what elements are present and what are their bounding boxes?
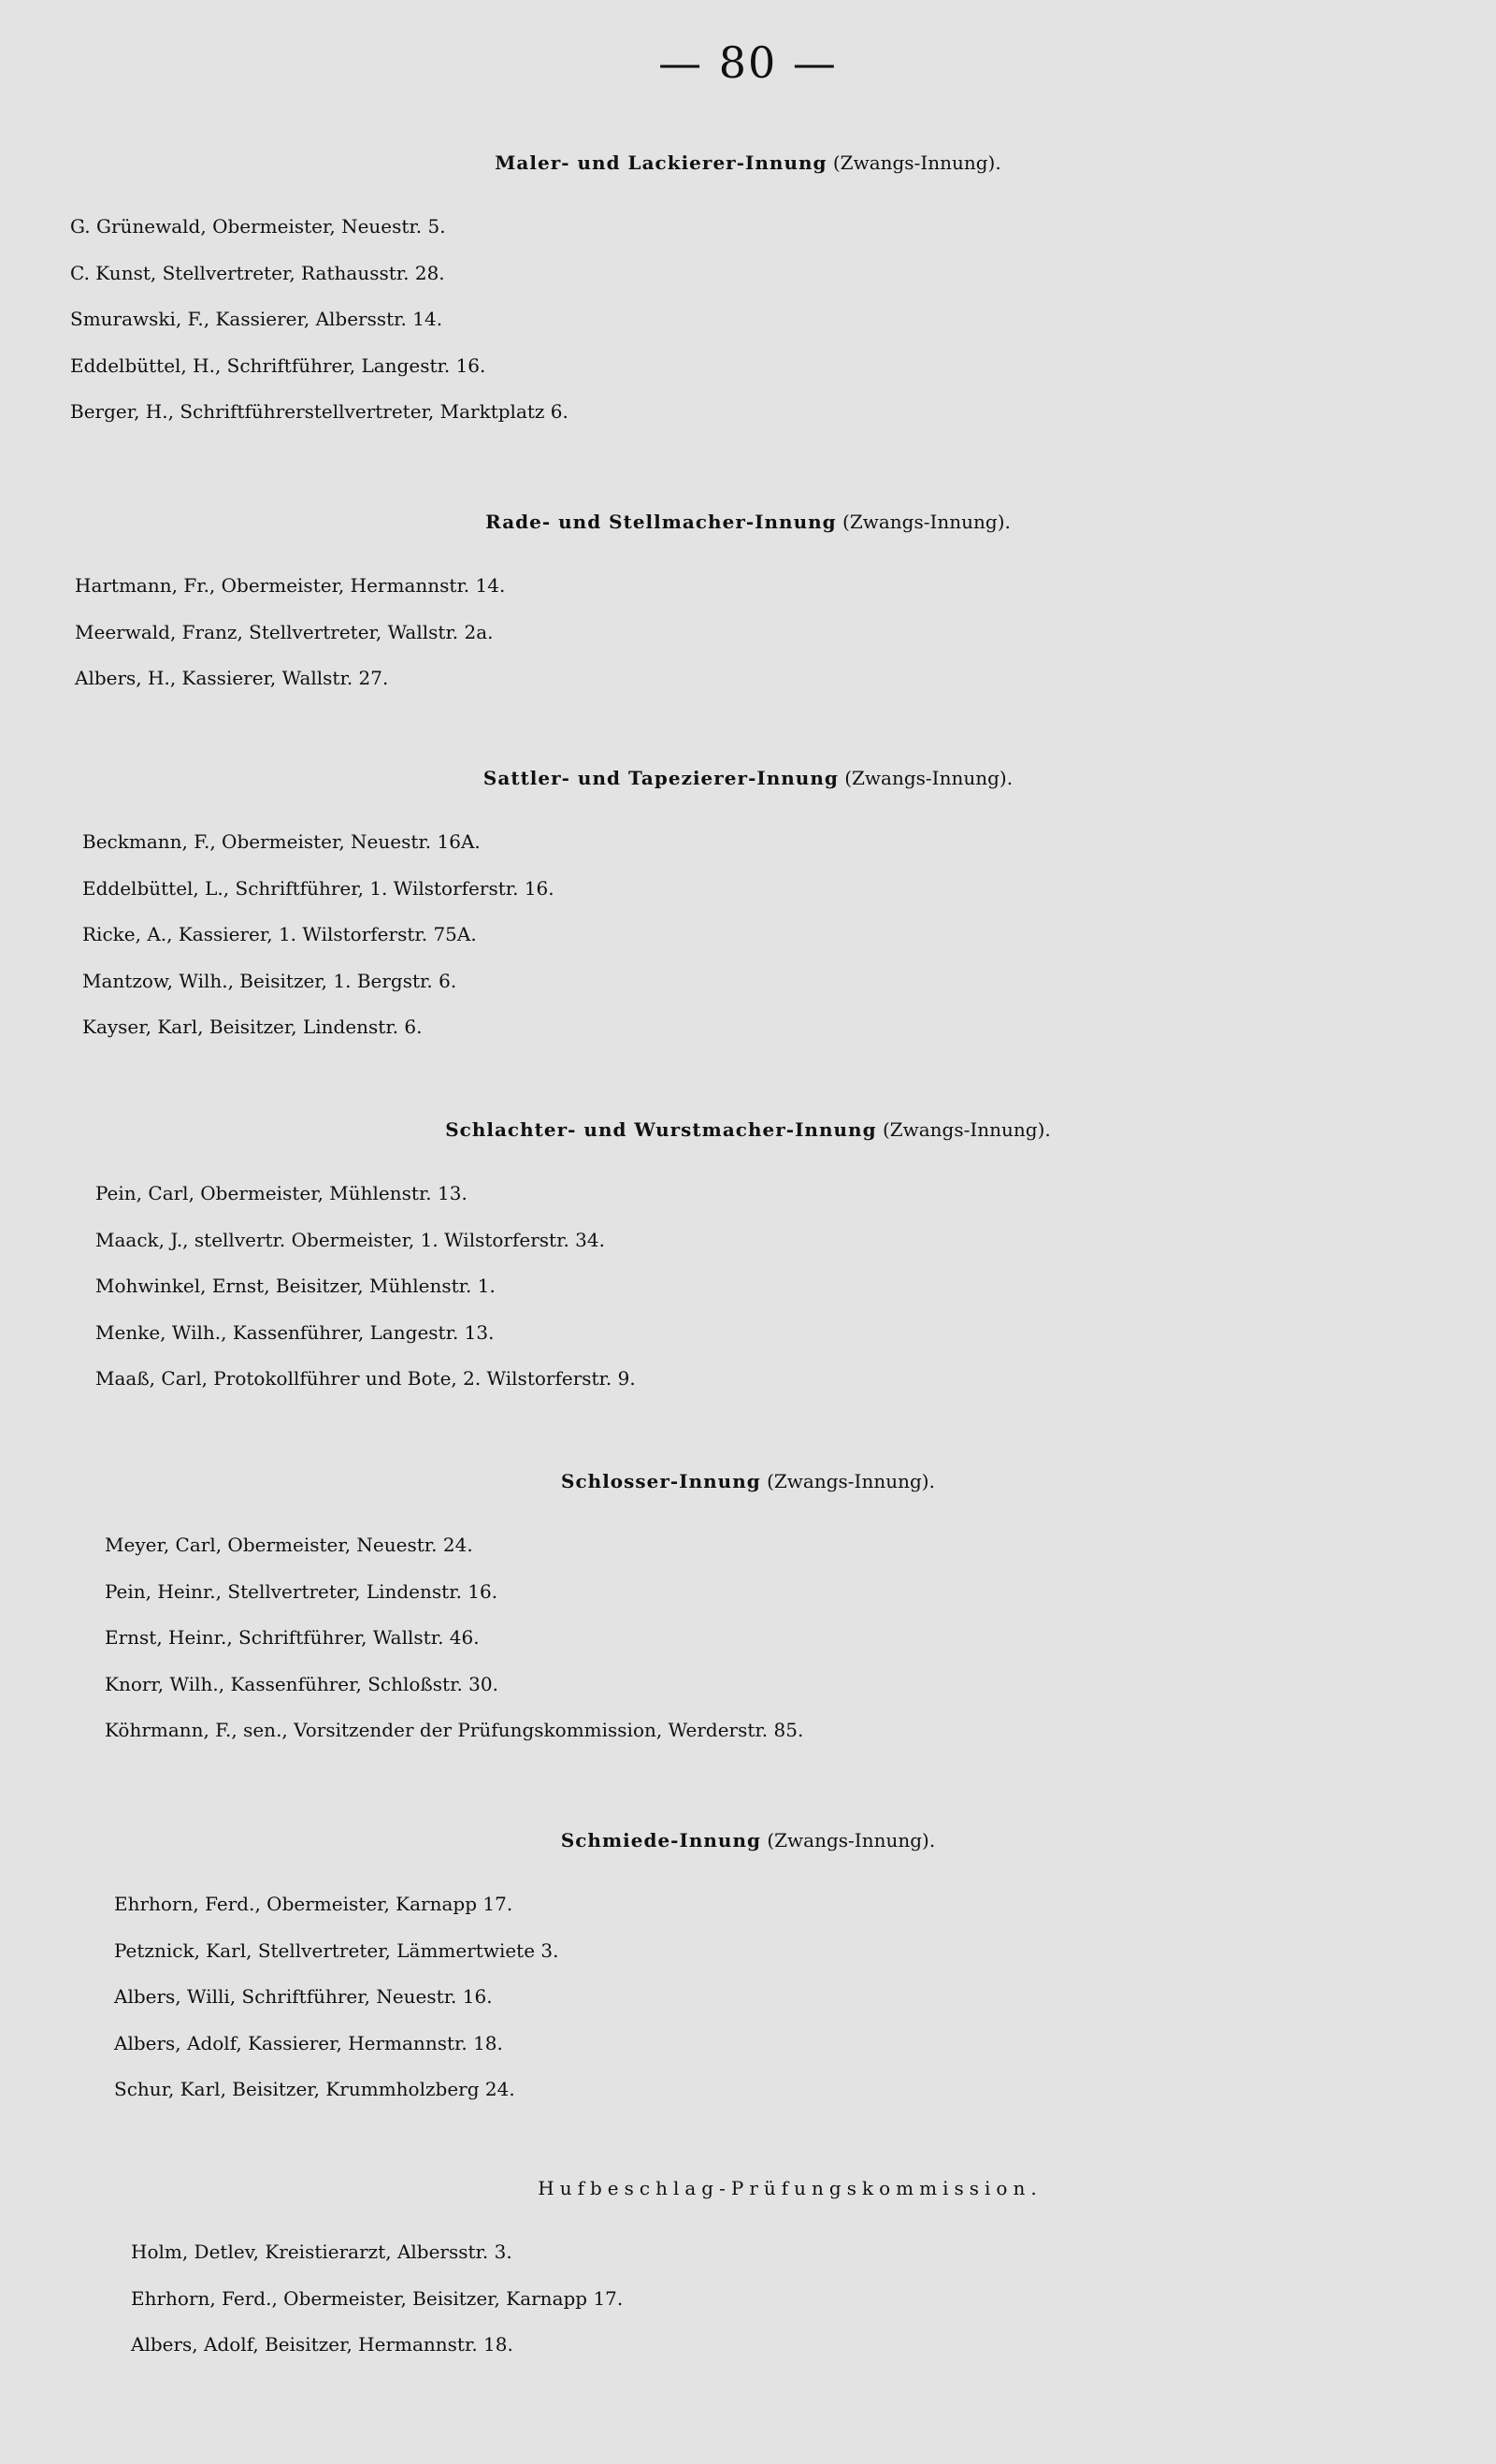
section-schlachter-wurstmacher (0, 1103, 1496, 1403)
list-item: Eddelbüttel, L., Schriftführer, 1. Wilstorferstr. 16. (82, 876, 554, 900)
section-title: Schlosser-Innung (561, 1470, 761, 1492)
list-item: Meyer, Carl, Obermeister, Neuestr. 24. (105, 1534, 473, 1556)
section-note: (Zwangs-Innung). (767, 1470, 935, 1492)
list-item: Maaß, Carl, Protokollführer und Bote, 2. Wilstorferstr. 9. (95, 1367, 636, 1390)
list-item: G. Grünewald, Obermeister, Neuestr. 5. (70, 215, 446, 238)
section-note: (Zwangs-Innung). (844, 767, 1014, 789)
list-item: Pein, Carl, Obermeister, Mühlenstr. 13. (95, 1182, 468, 1204)
list-item: Ehrhorn, Ferd., Obermeister, Beisitzer, Karnapp 17. (131, 2286, 624, 2310)
section-hufbeschlag (0, 2162, 1496, 2369)
section-title: Schmiede-Innung (560, 1829, 761, 1852)
section-title: Hufbeschlag-Prüfungskommission. (538, 2177, 1043, 2199)
section-rade-stellmacher (0, 496, 1496, 702)
section-schlosser (0, 1455, 1496, 1754)
list-item: Ricke, A., Kassierer, 1. Wilstorferstr. 75A. (82, 923, 477, 945)
list-item: Köhrmann, F., sen., Vorsitzender der Prüfungskommission, Werderstr. 85. (105, 1719, 804, 1741)
entry-list (0, 2229, 1496, 2369)
list-item: Holm, Detlev, Kreistierarzt, Albersstr. 3. (131, 2241, 512, 2263)
list-item: Mantzow, Wilh., Beisitzer, 1. Bergstr. 6. (82, 969, 457, 992)
page-number: — 80 — (658, 37, 838, 88)
entry-list (0, 1881, 1496, 2113)
section-heading (0, 1103, 1496, 1156)
section-schmiede (0, 1814, 1496, 2113)
list-item: Petznick, Karl, Stellvertreter, Lämmertwiete 3. (114, 1938, 559, 1962)
section-heading (0, 137, 1496, 189)
list-item: Schur, Karl, Beisitzer, Krummholzberg 24. (114, 2078, 515, 2100)
section-title: Maler- und Lackierer-Innung (495, 151, 827, 174)
section-heading (0, 1814, 1496, 1866)
list-item: Albers, Adolf, Kassierer, Hermannstr. 18. (114, 2031, 503, 2054)
list-item: Albers, Willi, Schriftführer, Neuestr. 16. (114, 1985, 493, 2008)
list-item: Ernst, Heinr., Schriftführer, Wallstr. 46. (105, 1626, 480, 1649)
entry-list (0, 1522, 1496, 1754)
list-item: Knorr, Wilh., Kassenführer, Schloßstr. 30. (105, 1672, 498, 1695)
list-item: Berger, H., Schriftführerstellvertreter, Marktplatz 6. (70, 400, 568, 423)
section-title: Sattler- und Tapezierer-Innung (482, 767, 839, 789)
list-item: Ehrhorn, Ferd., Obermeister, Karnapp 17. (114, 1893, 513, 1915)
list-item: Meerwald, Franz, Stellvertreter, Wallstr. 2a. (75, 620, 494, 643)
list-item: Hartmann, Fr., Obermeister, Hermannstr. 14. (75, 574, 506, 597)
section-note: (Zwangs-Innung). (767, 1829, 936, 1852)
list-item: C. Kunst, Stellvertreter, Rathausstr. 28. (70, 261, 445, 284)
entry-list (0, 563, 1496, 702)
list-item: Eddelbüttel, H., Schriftführer, Langestr. 16. (70, 353, 486, 377)
section-heading (0, 496, 1496, 548)
section-sattler-tapezierer (0, 752, 1496, 1051)
list-item: Maack, J., stellvertr. Obermeister, 1. Wilstorferstr. 34. (95, 1228, 605, 1251)
section-heading (0, 752, 1496, 804)
list-item: Albers, Adolf, Beisitzer, Hermannstr. 18. (131, 2333, 513, 2356)
section-note: (Zwangs-Innung). (882, 1118, 1051, 1141)
section-heading (0, 1455, 1496, 1507)
list-item: Smurawski, F., Kassierer, Albersstr. 14. (70, 308, 443, 330)
section-title: Rade- und Stellmacher-Innung (485, 511, 837, 533)
section-note: (Zwangs-Innung). (842, 511, 1011, 533)
list-item: Beckmann, F., Obermeister, Neuestr. 16A. (82, 830, 481, 853)
list-item: Mohwinkel, Ernst, Beisitzer, Mühlenstr. 1. (95, 1275, 496, 1297)
entry-list (0, 204, 1496, 436)
section-note: (Zwangs-Innung). (832, 151, 1001, 174)
entry-list (0, 819, 1496, 1051)
section-heading (0, 2162, 1496, 2214)
section-title: Schlachter- und Wurstmacher-Innung (445, 1118, 877, 1141)
list-item: Albers, H., Kassierer, Wallstr. 27. (75, 667, 389, 689)
list-item: Kayser, Karl, Beisitzer, Lindenstr. 6. (82, 1016, 423, 1038)
entry-list (0, 1171, 1496, 1403)
section-maler-lackierer (0, 137, 1496, 436)
list-item: Menke, Wilh., Kassenführer, Langestr. 13. (95, 1320, 495, 1344)
list-item: Pein, Heinr., Stellvertreter, Lindenstr. 16. (105, 1579, 498, 1603)
